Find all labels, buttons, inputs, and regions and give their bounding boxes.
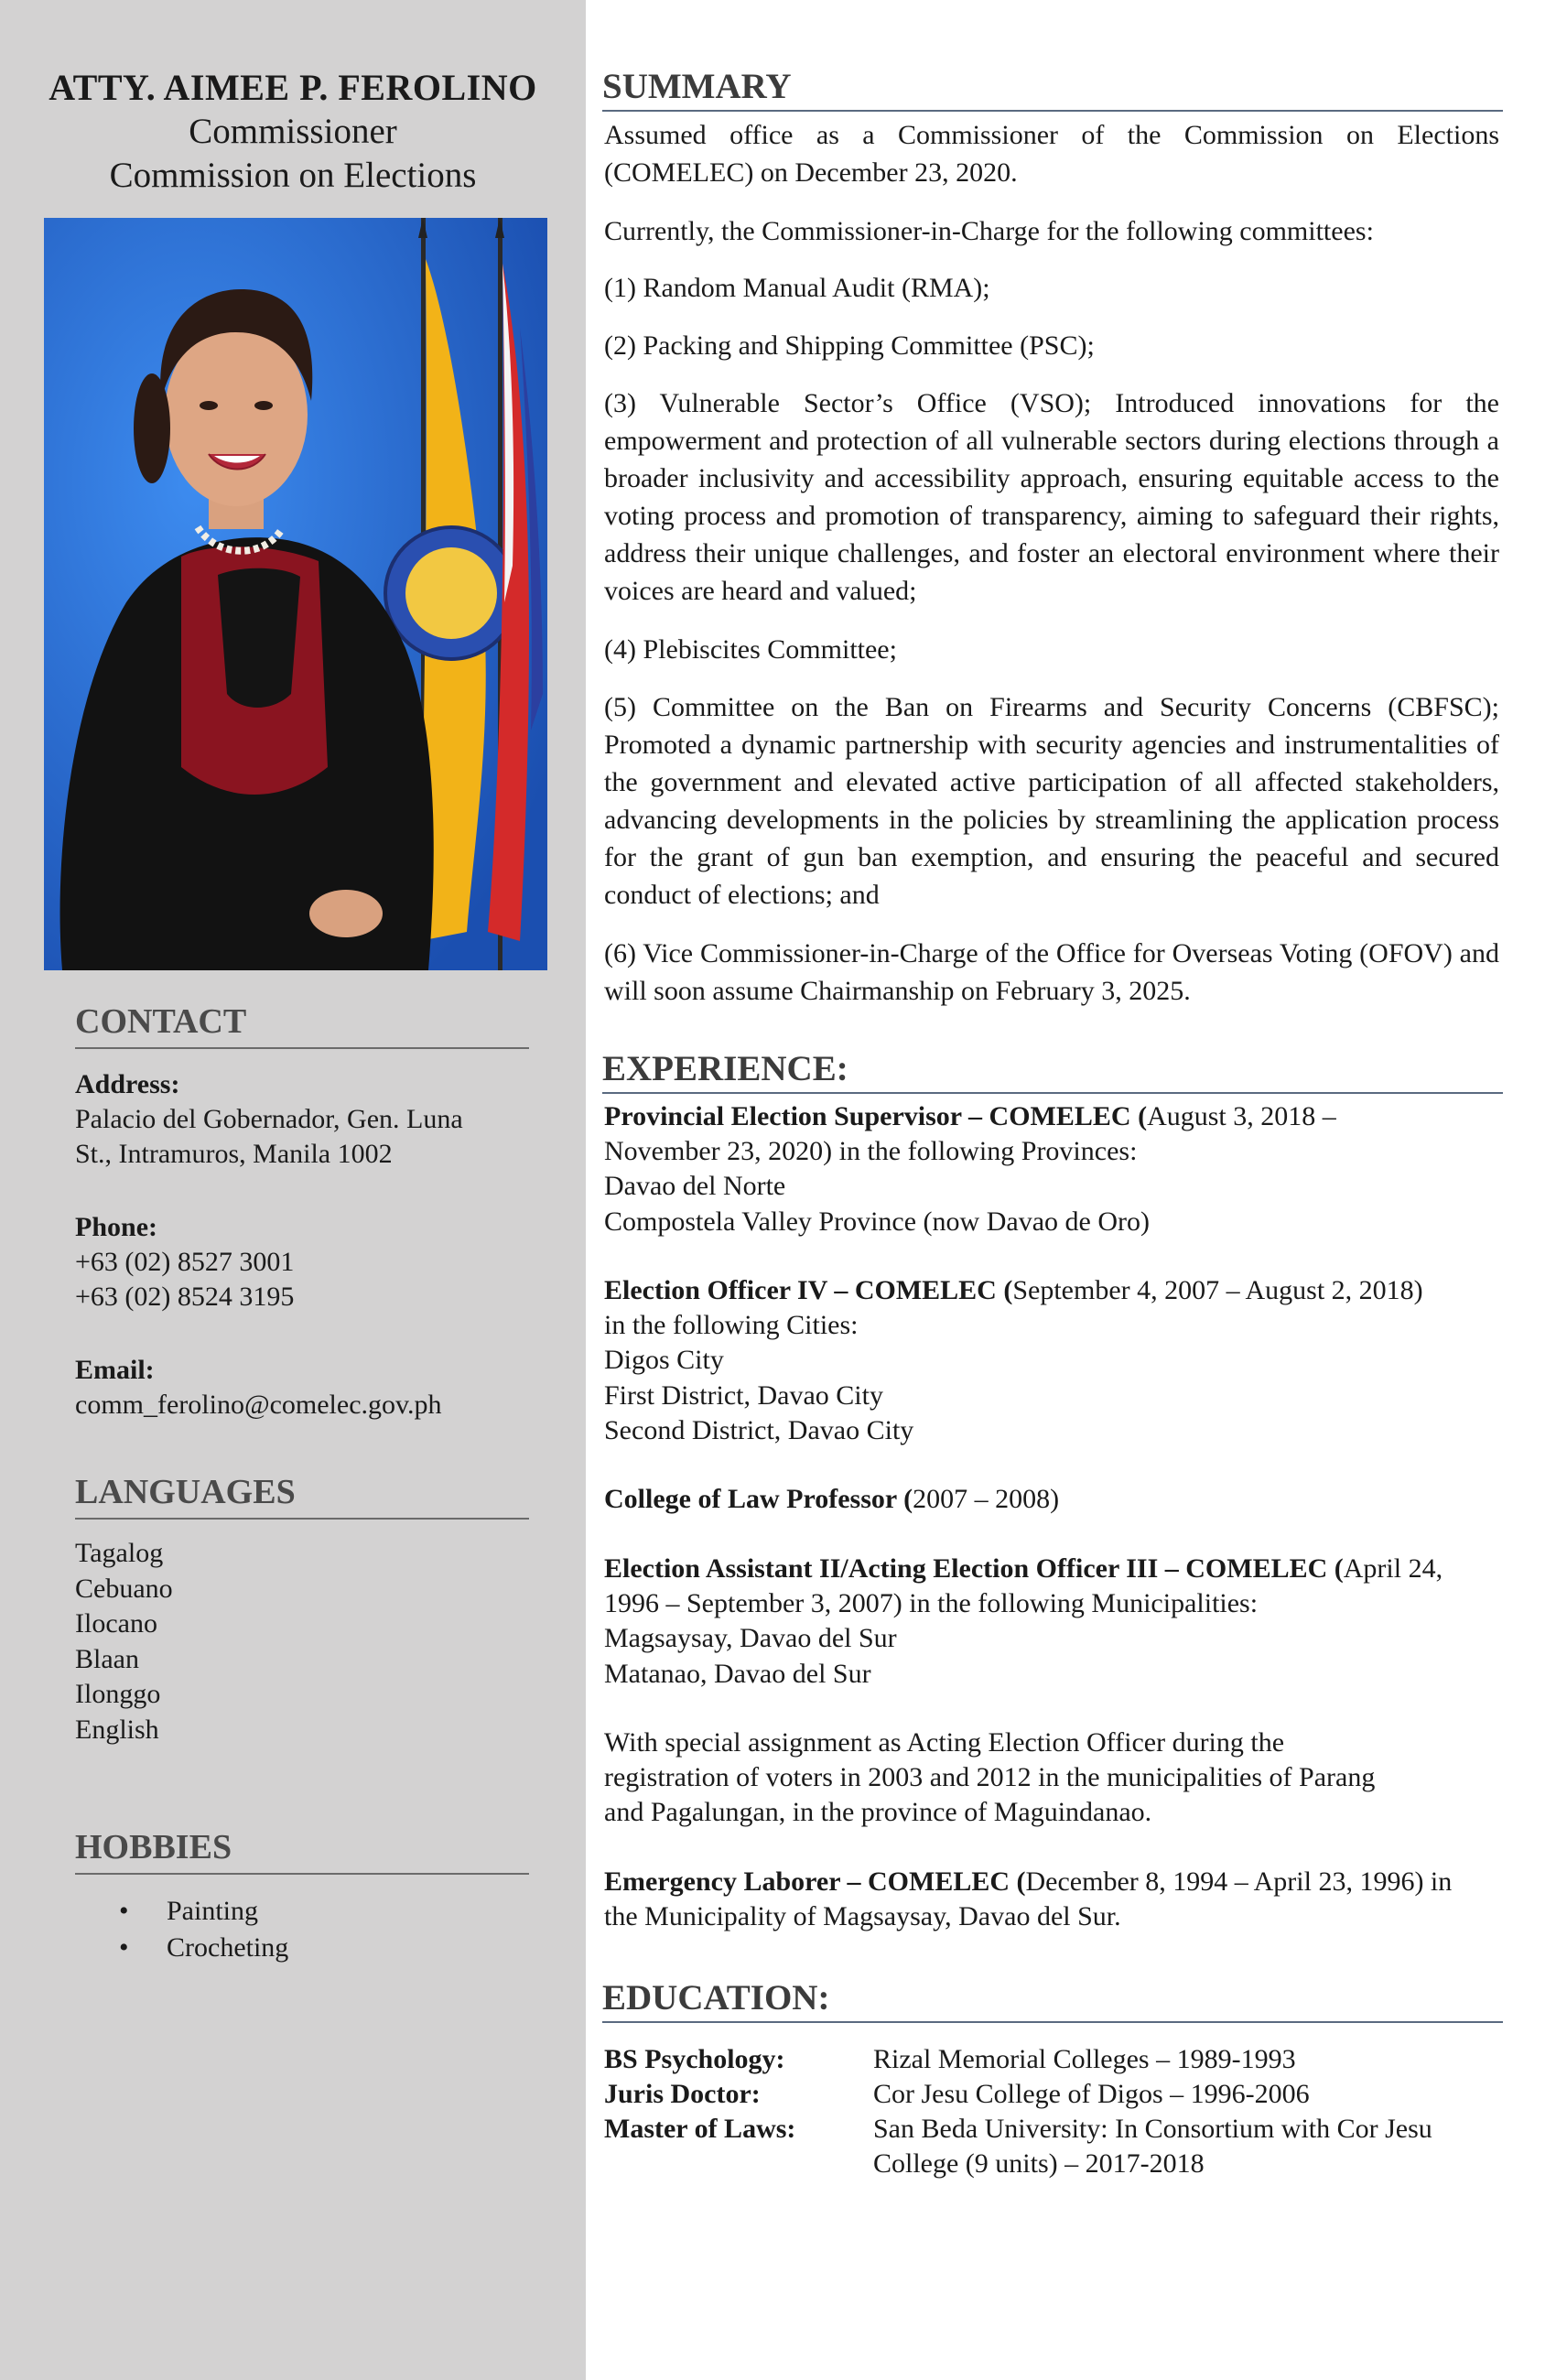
profile-header: [37, 66, 549, 198]
email-link[interactable]: comm_ferolino@comelec.gov.ph: [75, 1390, 442, 1420]
hobbies-heading: HOBBIES: [75, 1827, 529, 1875]
experience-entry: [604, 1099, 1501, 1239]
email-label: Email:: [75, 1355, 155, 1385]
contact-phone: [75, 1210, 551, 1314]
portrait-illustration: [44, 218, 547, 970]
language-item: Ilocano: [75, 1608, 157, 1639]
address-label: Address:: [75, 1069, 180, 1099]
experience-heading: EXPERIENCE:: [602, 1048, 1503, 1094]
phone-number[interactable]: +63 (02) 8524 3195: [75, 1282, 295, 1312]
experience-detail: Matanao, Davao del Sur: [604, 1658, 871, 1689]
experience-detail: Digos City: [604, 1345, 724, 1376]
experience-detail: November 23, 2020) in the following Provinces:: [604, 1136, 1138, 1167]
experience-detail: First District, Davao City: [604, 1379, 883, 1411]
summary-paragraph: Assumed office as a Commissioner of the Commission on Elections (COMELEC) on December 23, 2020.: [604, 120, 1499, 188]
contact-address: [75, 1067, 551, 1172]
experience-role: Election Officer IV – COMELEC (: [604, 1275, 1013, 1305]
experience-detail: 1996 – September 3, 2007) in the following Municipalities:: [604, 1588, 1259, 1619]
languages-heading: LANGUAGES: [75, 1472, 529, 1520]
experience-dates: April 24,: [1343, 1553, 1443, 1584]
summary-paragraph: (4) Plebiscites Committee;: [604, 634, 897, 665]
education-heading: EDUCATION:: [602, 1977, 1503, 2023]
experience-detail: the Municipality of Magsaysay, Davao del Sur.: [604, 1901, 1121, 1932]
language-item: Tagalog: [75, 1538, 164, 1568]
summary-paragraph: (2) Packing and Shipping Committee (PSC);: [604, 330, 1095, 361]
hobby-item: • Painting: [119, 1893, 288, 1930]
experience-dates: August 3, 2018 –: [1147, 1101, 1336, 1131]
experience-detail: and Pagalungan, in the province of Maguindanao.: [604, 1797, 1152, 1828]
portrait-photo: [44, 218, 547, 970]
experience-note: [604, 1726, 1501, 1831]
education-school: San Beda University: In Consortium with Cor Jesu College (9 units) – 2017-2018: [873, 2114, 1432, 2180]
experience-entry: [604, 1273, 1501, 1448]
hobby-item: • Crocheting: [119, 1930, 288, 1966]
contact-heading: CONTACT: [75, 1001, 529, 1049]
experience-detail: Second District, Davao City: [604, 1414, 914, 1445]
experience-entry: [604, 1552, 1501, 1692]
hobbies-list: [119, 1893, 288, 1966]
experience-detail: Magsaysay, Davao del Sur: [604, 1623, 897, 1654]
language-item: Ilonggo: [75, 1679, 161, 1709]
education-school: Rizal Memorial Colleges – 1989-1993: [873, 2044, 1296, 2074]
summary-paragraph: (6) Vice Commissioner-in-Charge of the Office for Overseas Voting (OFOV) and will soon assume Chairmanship on February 3, 2025.: [604, 938, 1499, 1006]
education-degree: Juris Doctor:: [604, 2079, 761, 2109]
phone-label: Phone:: [75, 1212, 157, 1242]
language-item: English: [75, 1714, 159, 1745]
phone-number[interactable]: +63 (02) 8527 3001: [75, 1247, 295, 1277]
experience-dates: 2007 – 2008): [913, 1484, 1060, 1514]
language-item: Cebuano: [75, 1573, 173, 1604]
summary-paragraph: Currently, the Commissioner-in-Charge for the following committees:: [604, 216, 1374, 246]
address-line: Palacio del Gobernador, Gen. Luna: [75, 1104, 463, 1134]
languages-list: [75, 1536, 173, 1747]
experience-detail: Compostela Valley Province (now Davao de Oro): [604, 1206, 1150, 1237]
experience-entry: [604, 1482, 1501, 1517]
experience-role: College of Law Professor (: [604, 1484, 913, 1514]
summary-paragraph: (5) Committee on the Ban on Firearms and Security Concerns (CBFSC); Promoted a dynamic partnership with security agencies and instrumentalities of the government and elevated active participation of all affected stakeholders, advancing developments in the policies by streamlining the application process for the grant of gun ban exemption, and ensuring the peaceful and secured conduct of elections; and: [604, 692, 1499, 910]
experience-dates: December 8, 1994 – April 23, 1996) in: [1025, 1866, 1453, 1897]
summary-paragraph: (1) Random Manual Audit (RMA);: [604, 273, 990, 303]
address-line: St., Intramuros, Manila 1002: [75, 1139, 393, 1169]
education-school: Cor Jesu College of Digos – 1996-2006: [873, 2079, 1310, 2109]
profile-organization: Commission on Elections: [109, 156, 477, 195]
experience-role: Provincial Election Supervisor – COMELEC (: [604, 1101, 1148, 1131]
experience-detail: in the following Cities:: [604, 1310, 859, 1341]
language-item: Blaan: [75, 1643, 139, 1674]
experience-role: Election Assistant II/Acting Election Officer III – COMELEC (: [604, 1553, 1344, 1584]
experience-role: Emergency Laborer – COMELEC (: [604, 1866, 1026, 1897]
profile-name: ATTY. AIMEE P. FEROLINO: [49, 67, 537, 108]
summary-paragraph: (3) Vulnerable Sector’s Office (VSO); Introduced innovations for the empowerment and protection of all vulnerable sectors during elections through a broader inclusivity and accessibility approach, ensuring equitable access to the voting process and promotion of transparency, aiming to safeguard their rights, address their unique challenges, and foster an electoral environment where their voices are heard and valued;: [604, 388, 1499, 606]
experience-detail: registration of voters in 2003 and 2012 in the municipalities of Parang: [604, 1762, 1376, 1793]
education-degree: BS Psychology:: [604, 2044, 785, 2074]
experience-entry: [604, 1865, 1501, 1934]
contact-email: [75, 1353, 551, 1423]
education-degree: Master of Laws:: [604, 2114, 796, 2144]
experience-dates: September 4, 2007 – August 2, 2018): [1012, 1275, 1423, 1305]
experience-detail: Davao del Norte: [604, 1171, 786, 1202]
experience-detail: With special assignment as Acting Election Officer during the: [604, 1727, 1285, 1758]
profile-title: Commissioner: [189, 112, 397, 151]
summary-heading: SUMMARY: [602, 66, 1503, 112]
